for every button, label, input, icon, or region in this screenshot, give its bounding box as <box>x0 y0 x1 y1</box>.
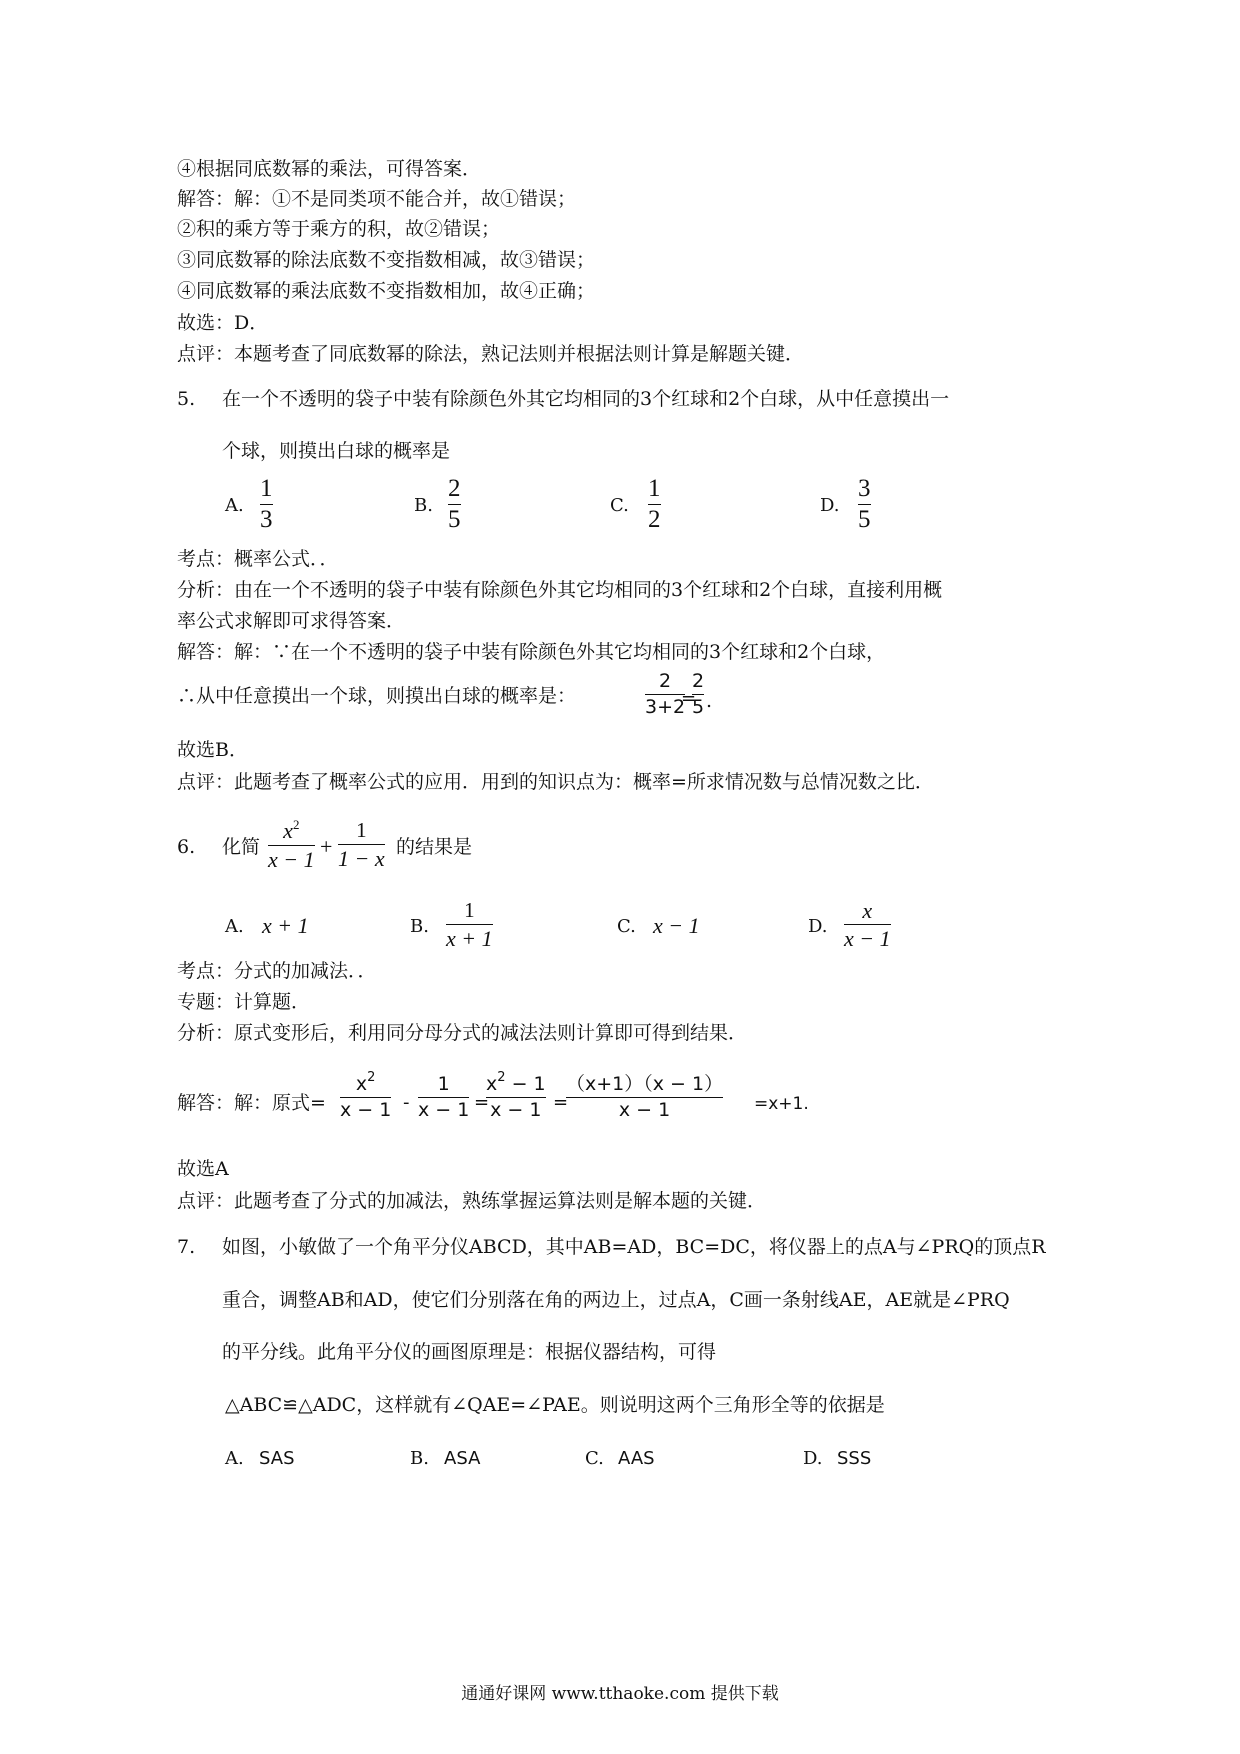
option-c-fraction: 1 2 <box>648 475 661 533</box>
option-c-text: AAS <box>618 1448 655 1469</box>
option-a-expr: x + 1 <box>262 913 309 938</box>
question-stem: 重合，调整AB和AD，使它们分别落在角的两边上，过点A，C画一条射线AE，AE就是∠PRQ <box>222 1289 1010 1311</box>
comment-line: 点评：此题考查了概率公式的应用．用到的知识点为：概率=所求情况数与总情况数之比． <box>177 771 934 793</box>
question-stem: 在一个不透明的袋子中装有除颜色外其它均相同的3个红球和2个白球，从中任意摸出一 <box>222 388 950 410</box>
option-a-text: SAS <box>259 1448 295 1469</box>
probability-fraction: 2 3+2 <box>645 670 686 718</box>
question-number: 7. <box>177 1236 196 1258</box>
answer-line: ③同底数幂的除法底数不变指数相减，故③错误； <box>177 249 596 271</box>
question-stem: 个球，则摸出白球的概率是 <box>222 440 451 462</box>
expr-fraction-1: $x^2$ x − 1 <box>268 817 315 872</box>
answer-line: 解答：解：∵在一个不透明的袋子中装有除颜色外其它均相同的3个红球和2个白球， <box>177 641 886 663</box>
comment-line: 点评：此题考查了分式的加减法，熟练掌握运算法则是解本题的关键． <box>177 1190 767 1212</box>
plus-sign: + <box>320 834 333 859</box>
choice-line: 故选A <box>177 1158 229 1180</box>
answer-line: 解答：解：原式= <box>177 1092 326 1114</box>
option-d-label: D. <box>803 1448 823 1469</box>
question-number: 6. <box>177 836 196 858</box>
probability-result-fraction: 2 5 <box>692 670 705 718</box>
option-d-fraction: x x − 1 <box>844 898 891 951</box>
option-c-label: C. <box>617 916 636 937</box>
topic-line: 专题：计算题． <box>177 991 311 1013</box>
option-b-text: ASA <box>444 1448 481 1469</box>
result-text: =x+1. <box>754 1094 809 1114</box>
option-a-label: A. <box>225 495 244 516</box>
kaodian-line: 考点：分式的加减法．． <box>177 960 377 982</box>
answer-line: ②积的乘方等于乘方的积，故②错误； <box>177 218 501 240</box>
option-b-fraction: 1 x + 1 <box>446 898 493 951</box>
answer-line: 解答：解：①不是同类项不能合并，故①错误； <box>177 188 577 210</box>
choice-line: 故选：D． <box>177 312 269 334</box>
answer-line: ④同底数幂的乘法底数不变指数相加，故④正确； <box>177 280 596 302</box>
option-b-label: B. <box>414 495 433 516</box>
equals-sign: = <box>681 688 697 709</box>
text-line: ④根据同底数幂的乘法，可得答案． <box>177 158 482 180</box>
equals-sign: = <box>553 1092 569 1113</box>
analysis-line: 率公式求解即可求得答案． <box>177 610 406 632</box>
question-stem: 的平分线。此角平分仪的画图原理是：根据仪器结构，可得 <box>222 1341 717 1363</box>
option-d-label: D. <box>808 916 828 937</box>
option-b-fraction: 2 5 <box>448 475 461 533</box>
choice-line: 故选B． <box>177 739 248 761</box>
option-d-label: D. <box>820 495 840 516</box>
question-stem: 如图，小敏做了一个角平分仪ABCD，其中AB=AD，BC=DC，将仪器上的点A与∠PRQ的顶点R <box>222 1236 1046 1258</box>
option-c-label: C. <box>585 1448 604 1469</box>
calc-fraction-2: 1 x − 1 <box>418 1073 470 1121</box>
minus-sign: - <box>403 1092 410 1113</box>
question-tail: 的结果是 <box>396 836 473 858</box>
calc-fraction-3: $x^2 - 1$ x − 1 <box>486 1070 546 1121</box>
comment-line: 点评：本题考查了同底数幂的除法，熟记法则并根据法则计算是解题关键． <box>177 343 805 365</box>
answer-line: ∴从中任意摸出一个球，则摸出白球的概率是： <box>177 685 577 707</box>
option-a-fraction: 1 3 <box>260 475 273 533</box>
option-c-expr: x − 1 <box>653 913 700 938</box>
option-b-label: B. <box>410 916 429 937</box>
equals-sign: = <box>474 1092 490 1113</box>
option-d-text: SSS <box>837 1448 872 1469</box>
analysis-line: 分析：由在一个不透明的袋子中装有除颜色外其它均相同的3个红球和2个白球，直接利用概 <box>177 579 943 601</box>
period: . <box>706 690 713 712</box>
option-b-label: B. <box>410 1448 429 1469</box>
question-lead: 化简 <box>222 836 261 858</box>
calc-fraction-4: （x+1）（x − 1） x − 1 <box>566 1073 724 1121</box>
calc-fraction-1: $x^2$ x − 1 <box>340 1070 392 1121</box>
analysis-line: 分析：原式变形后，利用同分母分式的减法法则计算即可得到结果． <box>177 1022 748 1044</box>
option-a-label: A. <box>225 1448 244 1469</box>
expr-fraction-2: 1 1 − x <box>338 818 385 871</box>
question-stem: △ABC≌△ADC，这样就有∠QAE=∠PAE。则说明这两个三角形全等的依据是 <box>225 1394 885 1416</box>
option-a-label: A. <box>225 916 244 937</box>
option-d-fraction: 3 5 <box>858 475 871 533</box>
question-number: 5. <box>177 388 196 410</box>
kaodian-line: 考点：概率公式．． <box>177 548 339 570</box>
page-footer: 通通好课网 www.tthaoke.com 提供下载 <box>461 1684 779 1704</box>
option-c-label: C. <box>610 495 629 516</box>
